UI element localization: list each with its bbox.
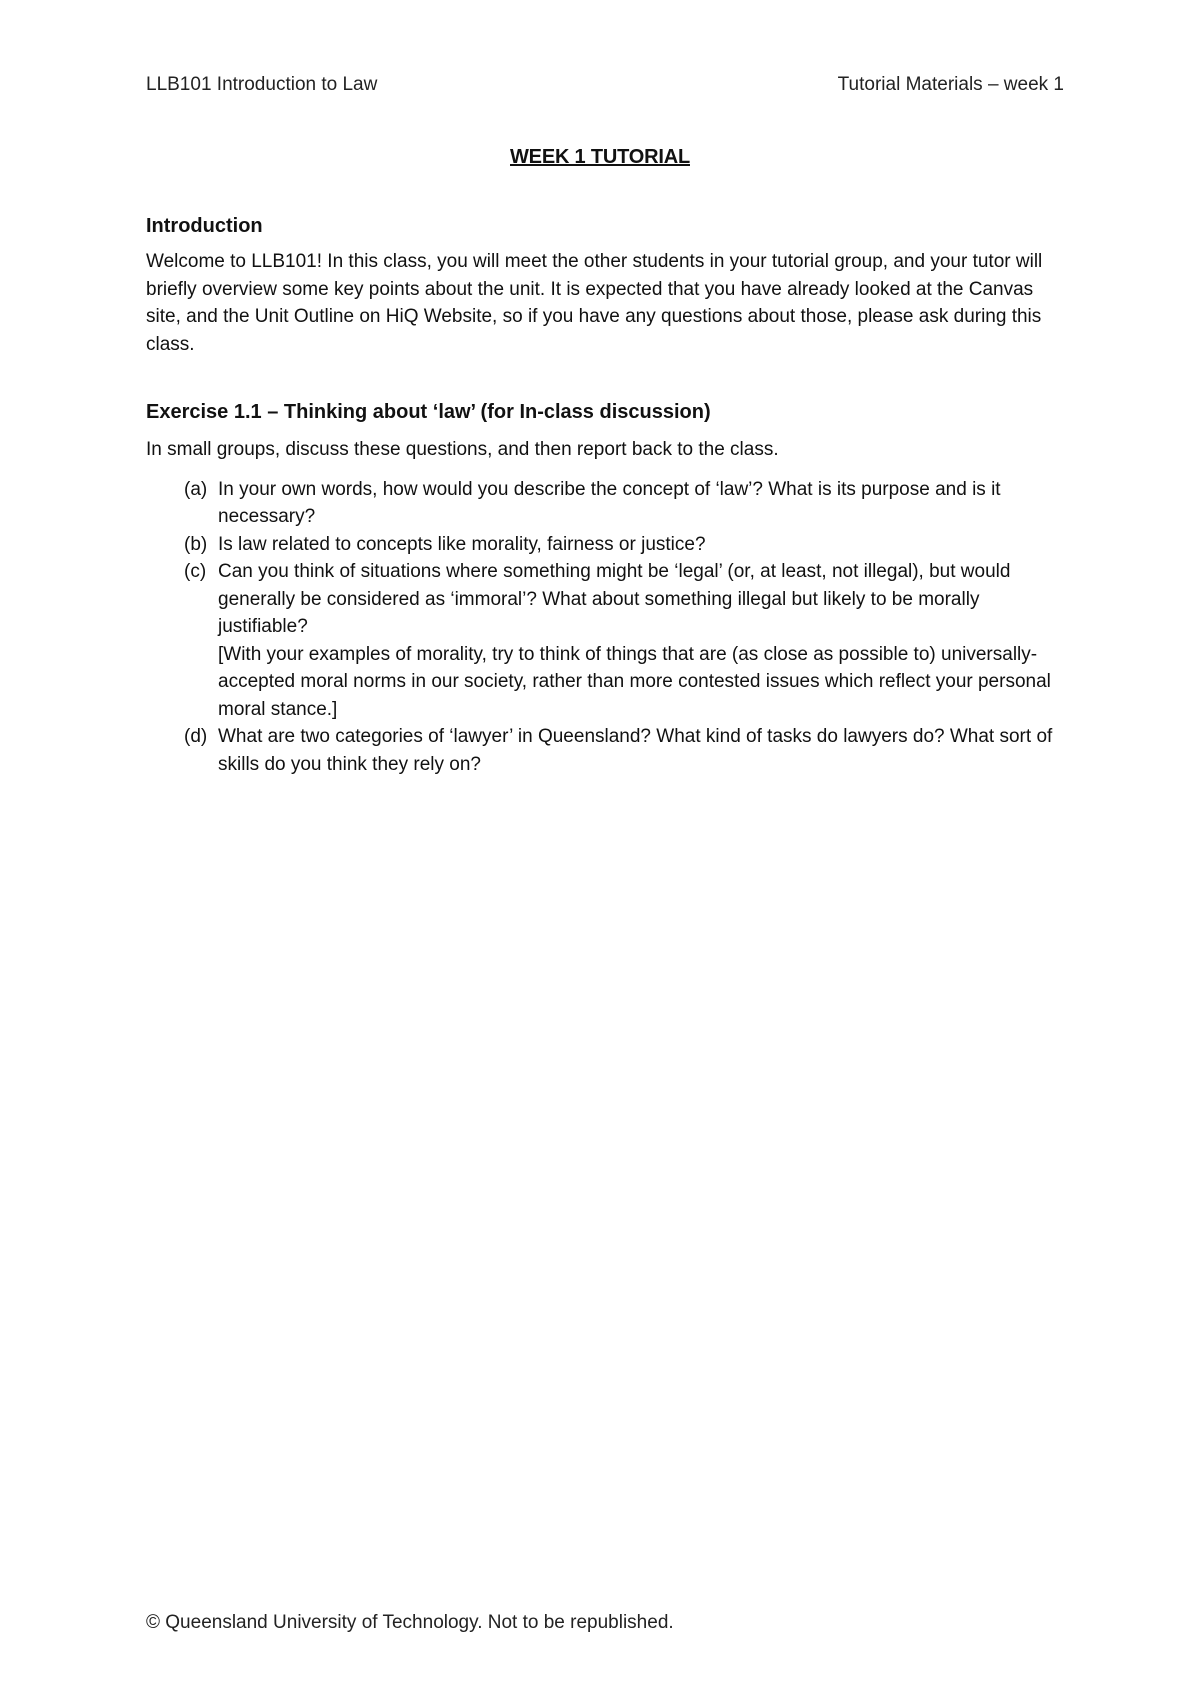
question-item — [146, 723, 1064, 778]
question-text: Is law related to concepts like morality, fairness or justice? — [218, 533, 706, 555]
copyright-footer: © Queensland University of Technology. Not to be republished. — [146, 1612, 674, 1633]
exercise-instructions: In small groups, discuss these questions, and then report back to the class. — [146, 439, 779, 460]
question-text: What are two categories of ‘lawyer’ in Queensland? What kind of tasks do lawyers do? What sort of skills do you think they rely on? — [218, 726, 1053, 775]
question-body — [218, 558, 1064, 723]
question-list — [146, 476, 1064, 779]
introduction-heading: Introduction — [146, 215, 263, 237]
document-body — [146, 212, 1064, 778]
question-note: [With your examples of morality, try to think of things that are (as close as possible to) universally-accepted moral norms in our society, rather than more contested issues which reflect your personal moral stance.] — [218, 643, 1051, 720]
page-header — [146, 74, 1064, 96]
introduction-paragraph: Welcome to LLB101! In this class, you will meet the other students in your tutorial group, and your tutor will briefly overview some key points about the unit. It is expected that you have already looked at the Canvas site, and the Unit Outline on HiQ Website, so if you have any questions about those, please ask during this class. — [146, 251, 1043, 355]
document-title: WEEK 1 TUTORIAL — [510, 146, 690, 168]
question-item — [146, 558, 1064, 723]
header-course-title: LLB101 Introduction to Law — [146, 74, 378, 95]
question-letter: (c) — [184, 561, 207, 582]
exercise-heading: Exercise 1.1 – Thinking about ‘law’ (for In-class discussion) — [146, 401, 711, 423]
question-letter: (b) — [184, 533, 208, 555]
question-text: In your own words, how would you describe the concept of ‘law’? What is its purpose and is it necessary? — [218, 478, 1001, 527]
header-section-label: Tutorial Materials – week 1 — [837, 74, 1064, 95]
question-item — [146, 531, 1064, 559]
question-letter: (d) — [184, 726, 208, 747]
question-item — [146, 476, 1064, 531]
question-text: Can you think of situations where something might be ‘legal’ (or, at least, not illegal), but would generally be considered as ‘immoral’? What about something illegal but likely to be morally justifiable? — [218, 561, 1011, 637]
question-letter: (a) — [184, 478, 208, 500]
